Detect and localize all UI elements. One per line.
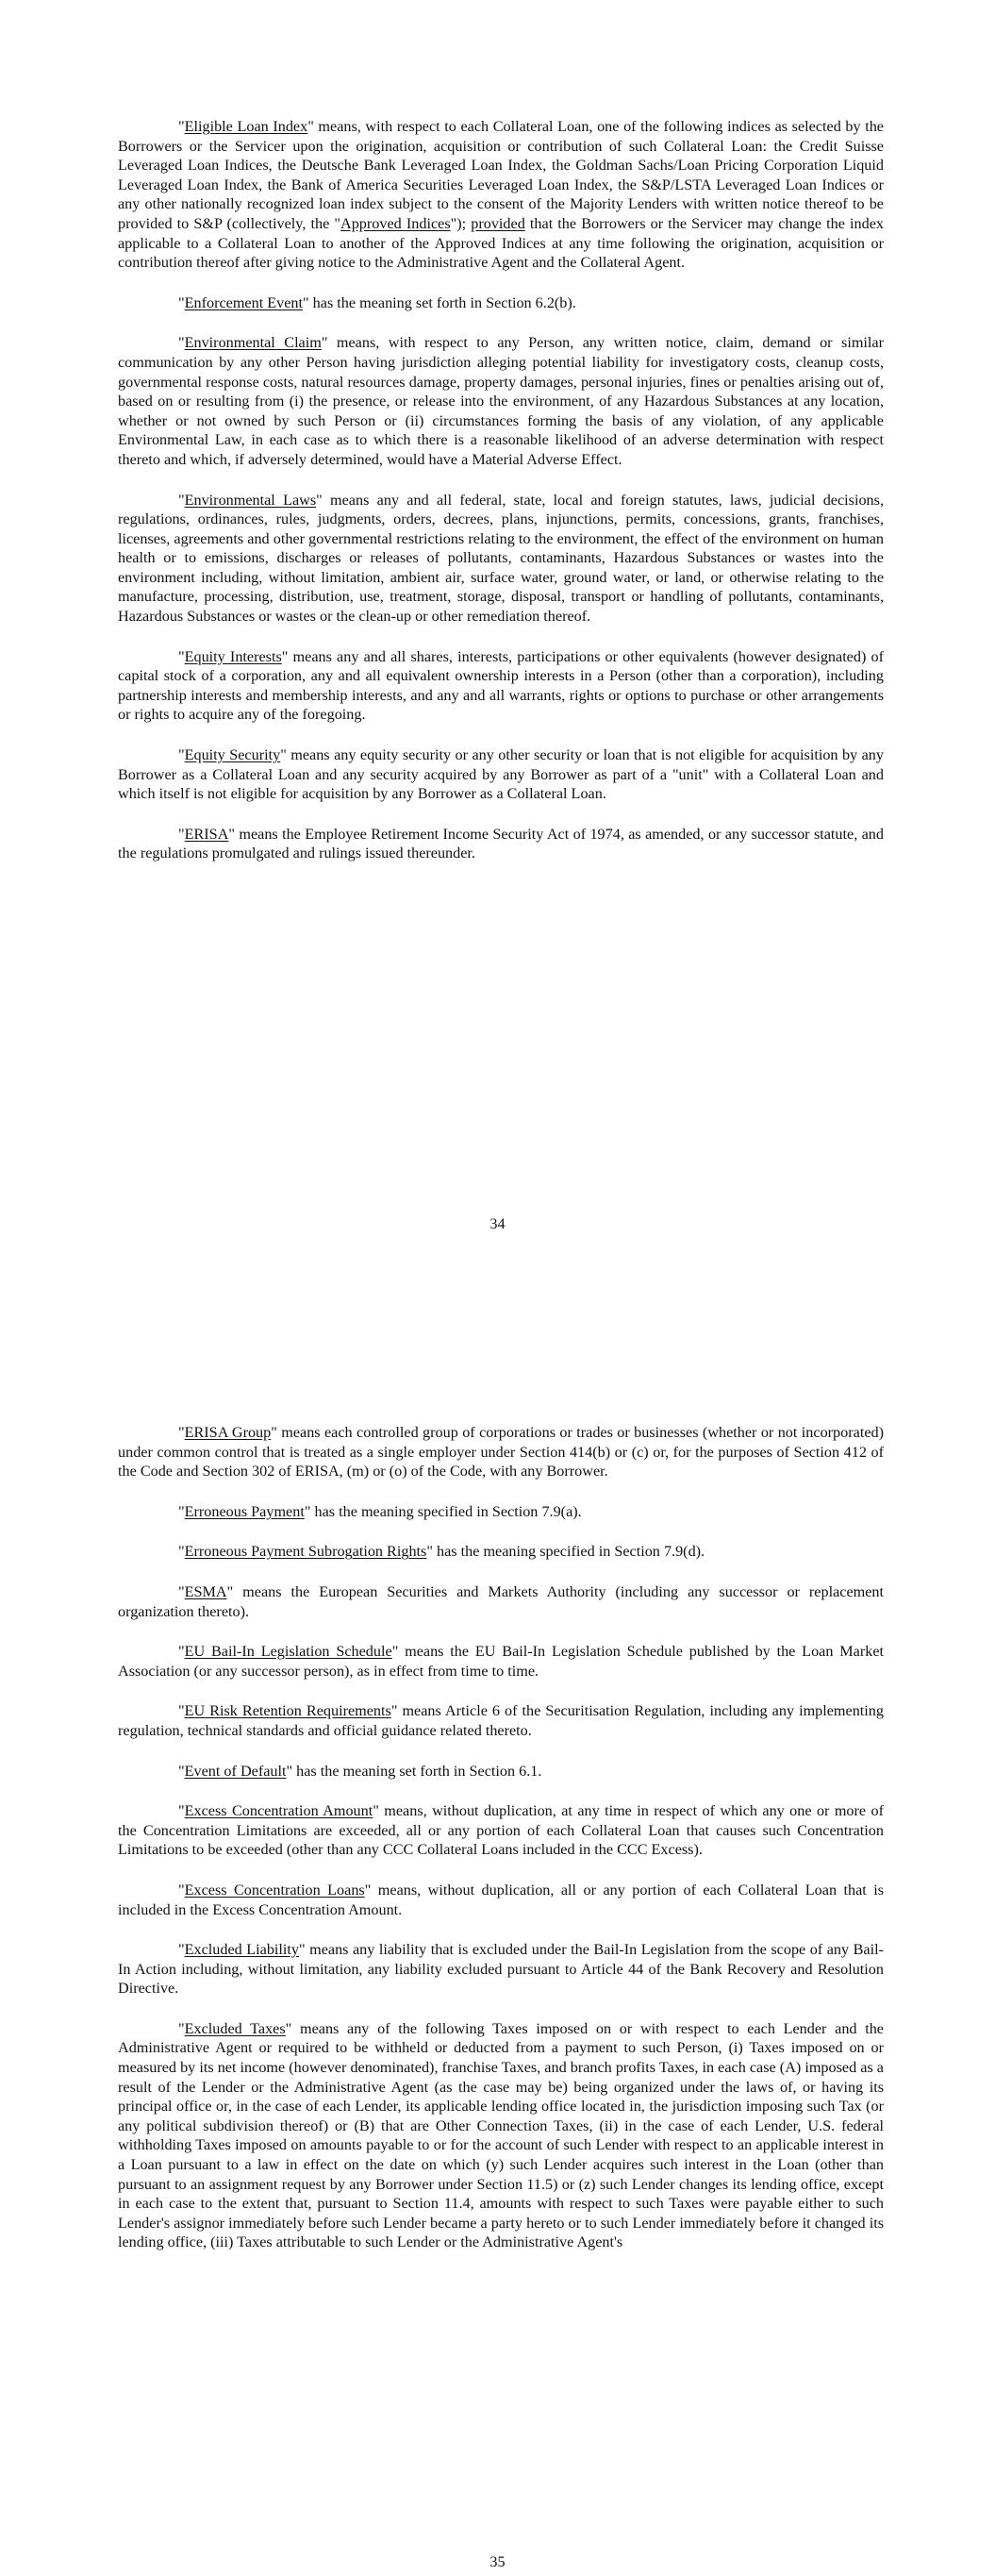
definition-erisa-group: "ERISA Group" means each controlled group of corporations or trades or businesses (whether or not incorporated) under common control that is treated as a single employer under Section 414(b) or (c) or, for the purposes of Section 412 of the Code and Section 302 of ERISA, (m) or (o) of the Code, with any Borrower. [118,1424,884,1480]
definition-eu-bail-in-legislation-schedule: "EU Bail-In Legislation Schedule" means the EU Bail-In Legislation Schedule published by the Loan Market Association (or any successor person), as in effect from time to time. [118,1643,885,1680]
definition-eu-risk-retention-requirements: "EU Risk Retention Requirements" means Article 6 of the Securitisation Regulation, including any implementing regulation, technical standards and official guidance related thereto. [118,1702,884,1739]
term-excess-concentration-amount: Excess Concentration Amount [184,1802,373,1820]
page-35 [0,1397,995,2576]
term-erisa: ERISA [184,825,229,843]
term-equity-interests: Equity Interests [184,647,282,665]
page-number: 35 [489,2553,506,2570]
term-erroneous-payment-subrogation-rights: Erroneous Payment Subrogation Rights [184,1543,427,1561]
page-number: 34 [489,1215,506,1232]
definition-excluded-liability: "Excluded Liability" means any liability that is excluded under the Bail-In Legislation from the scope of any Bail-In Action including, without limitation, any liability excluded pursuant to Article 44 of the Bank Recovery and Resolution Directive. [118,1941,884,1998]
definition-erroneous-payment: "Erroneous Payment" has the meaning specified in Section 7.9(a). [178,1502,582,1520]
term-excess-concentration-loans: Excess Concentration Loans [184,1881,365,1899]
term-excluded-liability: Excluded Liability [184,1941,299,1959]
definition-excess-concentration-amount: "Excess Concentration Amount" means, without duplication, at any time in respect of which any one or more of the Concentration Limitations are exceeded, all or any portion of each Collateral Loan that causes such Concentration Limitations to be exceeded (other than any CCC Collateral Loans included in the CCC Excess). [118,1802,884,1859]
term-erisa-group: ERISA Group [184,1424,272,1441]
definition-equity-interests: "Equity Interests" means any and all shares, interests, participations or other equivalents (however designated) of capital stock of a corporation, any and all equivalent ownership interests in a Person (other than a corporation), including partnership interests and membership interests, and any and all warrants, rights or options to purchase or other arrangements or rights to acquire any of the foregoing. [118,647,884,724]
term-eligible-loan-index: Eligible Loan Index [184,118,308,135]
definition-environmental-claim: "Environmental Claim" means, with respect to any Person, any written notice, claim, demand or similar communication by any other Person having jurisdiction alleging potential liability for investigatory costs, cleanup costs, governmental response costs, natural resources damage, property damages, personal injuries, fines or penalties arising out of, based on or resulting from (i) the presence, or release into the environment, of any Hazardous Substances at any location, whether or not owned by such Person or (ii) circumstances forming the basis of any violation, of any applicable Environmental Law, in each case as to which there is a reasonable likelihood of an adverse determination with respect thereto and which, if adversely determined, would have a Material Adverse Effect. [118,334,884,468]
term-environmental-claim: Environmental Claim [184,334,322,352]
term-erroneous-payment: Erroneous Payment [184,1502,305,1520]
term-approved-indices: Approved Indices [340,214,451,232]
page-35-content [118,1423,884,2273]
term-excluded-taxes: Excluded Taxes [184,2019,286,2037]
definition-erisa: "ERISA" means the Employee Retirement Income Security Act of 1974, as amended, or any successor statute, and the regulations promulgated and rulings issued thereunder. [118,825,884,862]
term-equity-security: Equity Security [184,746,281,764]
definition-esma: "ESMA" means the European Securities and Markets Authority (including any successor or replacement organization thereto). [118,1582,884,1620]
term-enforcement-event: Enforcement Event [184,293,304,311]
definition-environmental-laws: "Environmental Laws" means any and all federal, state, local and foreign statutes, laws, judicial decisions, regulations, ordinances, rules, judgments, orders, decrees, plans, injunctions, permits, concessions, grants, franchises, licenses, agreements and other governmental restrictions relating to the environment, the effect of the environment on human health or to emissions, discharges or releases of pollutants, contaminants, Hazardous Substances or wastes into the environment including, without limitation, ambient air, surface water, ground water, or land, or otherwise relating to the manufacture, processing, distribution, use, treatment, storage, disposal, transport or handling of pollutants, contaminants, Hazardous Substances or wastes or the clean-up or other remediation thereof. [118,491,885,626]
definition-equity-security: "Equity Security" means any equity security or any other security or loan that is not eligible for acquisition by any Borrower as a Collateral Loan and any security acquired by any Borrower as part of a "unit" with a Collateral Loan and which itself is not eligible for acquisition by any Borrower as a Collateral Loan. [118,746,884,803]
definition-excess-concentration-loans: "Excess Concentration Loans" means, without duplication, all or any portion of each Collateral Loan that is included in the Excess Concentration Amount. [118,1881,885,1918]
term-environmental-laws: Environmental Laws [184,491,317,509]
term-provided: provided [471,214,525,232]
definition-eligible-loan-index: "Eligible Loan Index" means, with respect to each Collateral Loan, one of the following indices as selected by the Borrowers or the Servicer upon the origination, acquisition or contribution of such Collateral Loan: the Credit Suisse Leveraged Loan Indices, the Deutsche Bank Leveraged Loan Index, the Goldman Sachs/Loan Pricing Corporation Liquid Leveraged Loan Index, the Bank of America Securities Leveraged Loan Index, the S&P/LSTA Leveraged Loan Indices or any other nationally recognized loan index subject to the consent of the Majority Lenders with written notice thereof to be provided to S&P (collectively, the "Approved Indices"); provided that the Borrowers or the Servicer may change the index applicable to a Collateral Loan to another of the Approved Indices at any time following the origination, acquisition or contribution thereof after giving notice to the Administrative Agent and the Collateral Agent. [118,118,885,272]
term-eu-risk-retention-requirements: EU Risk Retention Requirements [184,1702,391,1720]
page-34-content [118,117,884,884]
definition-enforcement-event: "Enforcement Event" has the meaning set forth in Section 6.2(b). [178,293,576,311]
definition-erroneous-payment-subrogation-rights: "Erroneous Payment Subrogation Rights" has the meaning specified in Section 7.9(d). [178,1543,705,1561]
term-event-of-default: Event of Default [184,1762,287,1780]
definition-event-of-default: "Event of Default" has the meaning set forth in Section 6.1. [178,1762,542,1780]
definition-excluded-taxes: "Excluded Taxes" means any of the following Taxes imposed on or with respect to each Lender and the Administrative Agent or required to be withheld or deducted from a payment to such Person, (i) Taxes imposed on or measured by its net income (however denominated), franchise Taxes, and branch profits Taxes, in each case (A) imposed as a result of the Lender or the Administrative Agent (as the case may be) being organized under the laws of, or having its principal office or, in the case of each Lender, its applicable lending office located in, the jurisdiction imposing such Tax (or any political subdivision thereof) or (B) that are Other Connection Taxes, (ii) in the case of each Lender, U.S. federal withholding Taxes imposed on amounts payable to or for the account of such Lender with respect to an applicable interest in a Loan pursuant to a law in effect on the date on which (y) such Lender acquires such interest in the Loan (other than pursuant to an assignment request by any Borrower under Section 11.5) or (z) such Lender changes its lending office, except in each case to the extent that, pursuant to Section 11.4, amounts with respect to such Taxes were payable either to such Lender's assignor immediately before such Lender became a party hereto or to such Lender immediately before it changed its lending office, (iii) Taxes attributable to such Lender or the Administrative Agent's [118,2019,884,2251]
term-eu-bail-in-legislation-schedule: EU Bail-In Legislation Schedule [184,1643,392,1661]
term-esma: ESMA [184,1582,227,1600]
